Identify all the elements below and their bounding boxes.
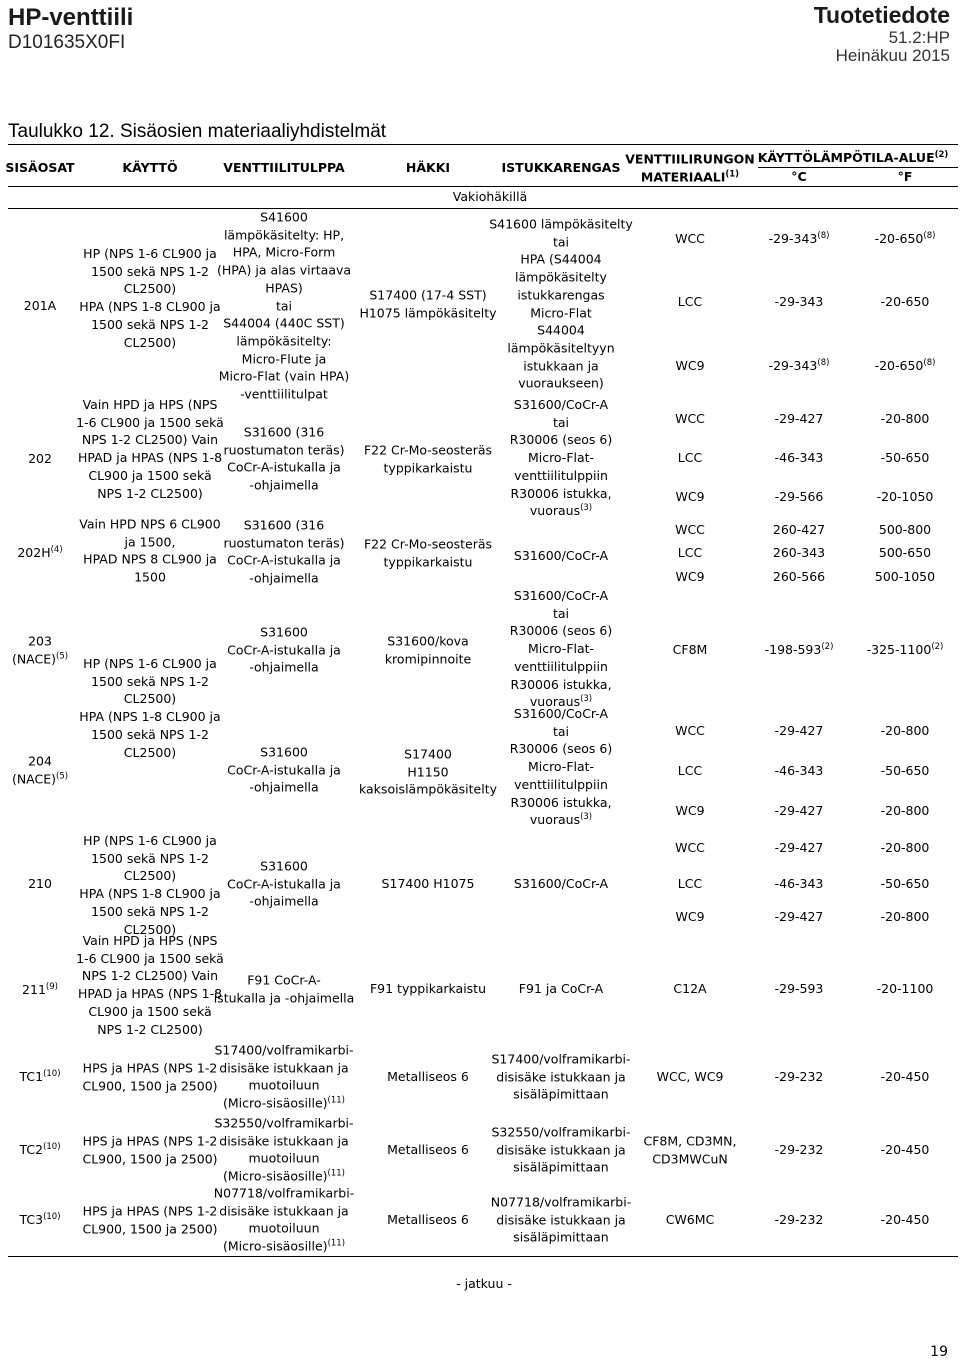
temp-celsius: -29-427 [774, 723, 824, 739]
body-material: LCC [677, 294, 703, 310]
plug-cell: S31600 (316 ruostumaton teräs) CoCr-A-istukalla ja -ohjaimella [223, 424, 345, 493]
cage-cell: S17400 H1075 [381, 876, 475, 892]
cage-cell: S31600/kova kromipinnoite [384, 633, 472, 666]
usage-cell: HP (NPS 1-6 CL900 ja 1500 sekä NPS 1-2 CL2500) HPA (NPS 1-8 CL900 ja 1500 sekä NPS 1-2 CL2500) [79, 832, 221, 937]
temp-celsius: 260-427 [772, 522, 826, 538]
body-material: WCC, WC9 [656, 1069, 724, 1085]
seat-ring-cell: S32550/volframikarbi- disisäke istukkaan ja sisäläpimittaan [491, 1124, 631, 1175]
temp-fahrenheit: 500-650 [878, 545, 932, 561]
temp-fahrenheit: -20-800 [880, 803, 930, 819]
trim-label: 210 [28, 876, 52, 892]
cage-cell: F91 typpikarkaistu [369, 981, 487, 997]
temp-celsius: -198-593$^{(2)}$ [764, 642, 834, 658]
table-title: Taulukko 12. Sisäosien materiaaliyhdistelmät [8, 121, 387, 142]
body-material: WCC [675, 723, 705, 739]
section-number: 51.2:HP [888, 28, 950, 47]
plug-cell: S31600 CoCr-A-istukalla ja -ohjaimella [227, 624, 341, 675]
temp-celsius: -29-232 [774, 1142, 824, 1158]
trim-label: TC3$^{(10)}$ [19, 1212, 61, 1228]
header-vakio: Vakiohäkillä [452, 189, 528, 205]
body-material: WCC [675, 840, 705, 856]
header-sub-rule [8, 186, 958, 187]
temp-fahrenheit: -20-800 [880, 411, 930, 427]
usage-cell: HPS ja HPAS (NPS 1-2 CL900, 1500 ja 2500) [82, 1203, 218, 1236]
usage-cell: Vain HPD NPS 6 CL900 ja 1500, HPAD NPS 8 CL900 ja 1500 [79, 516, 221, 585]
header-bottom-rule [8, 208, 958, 209]
temp-fahrenheit: -20-800 [880, 840, 930, 856]
temp-celsius: 260-566 [772, 569, 826, 585]
temp-fahrenheit: -50-650 [880, 763, 930, 779]
header-runko: VENTTIILIRUNGON MATERIAALI$^{(1)}$ [625, 151, 755, 184]
temp-celsius: -29-343$^{(8)}$ [768, 358, 830, 374]
header-tulppa: VENTTIILITULPPA [223, 160, 345, 176]
body-material: WC9 [675, 803, 705, 819]
body-material: CW6MC [665, 1212, 715, 1228]
temp-celsius: -29-343$^{(8)}$ [768, 231, 830, 247]
usage-cell: Vain HPD ja HPS (NPS 1-6 CL900 ja 1500 sekä NPS 1-2 CL2500) Vain HPAD ja HPAS (NPS 1-8 CL900 ja 1500 sekä NPS 1-2 CL2500) [76, 932, 224, 1037]
trim-label: 211$^{(9)}$ [22, 982, 58, 998]
body-material: WC9 [675, 909, 705, 925]
body-material: WCC [675, 231, 705, 247]
temp-celsius: -46-343 [774, 450, 824, 466]
temp-celsius: 260-343 [772, 545, 826, 561]
cage-cell: S17400 (17-4 SST) H1075 lämpökäsitelty [359, 287, 497, 320]
temp-fahrenheit: -20-650 [880, 294, 930, 310]
temp-fahrenheit: 500-800 [878, 522, 932, 538]
temp-fahrenheit: -325-1100$^{(2)}$ [866, 642, 944, 658]
header-temp-rule [758, 167, 958, 168]
seat-ring-cell: S31600/CoCr-A tai R30006 (seos 6) Micro-Flat- venttiilitulppiin R30006 istukka, vuoraus$^{(3)}$ [509, 588, 613, 710]
temp-celsius: -46-343 [774, 763, 824, 779]
cage-cell: Metalliseos 6 [387, 1142, 469, 1158]
temp-fahrenheit: 500-1050 [874, 569, 936, 585]
document-id: D101635X0FI [8, 32, 126, 53]
body-material: WCC [675, 411, 705, 427]
temp-celsius: -29-427 [774, 803, 824, 819]
seat-ring-cell: S31600/CoCr-A tai R30006 (seos 6) Micro-Flat- venttiilitulppiin R30006 istukka, vuoraus$^{(3)}$ [509, 397, 613, 519]
header-kaytto: KÄYTTÖ [122, 160, 178, 176]
seat-ring-cell: N07718/volframikarbi- disisäke istukkaan ja sisäläpimittaan [490, 1194, 632, 1245]
temp-fahrenheit: -20-450 [880, 1212, 930, 1228]
temp-celsius: -46-343 [774, 876, 824, 892]
header-hakki: HÄKKI [405, 160, 451, 176]
body-material: LCC [677, 763, 703, 779]
temp-celsius: -29-566 [774, 489, 824, 505]
temp-celsius: -29-427 [774, 411, 824, 427]
trim-label: TC2$^{(10)}$ [19, 1142, 61, 1158]
seat-ring-cell: S31600/CoCr-A [513, 548, 609, 564]
cage-cell: S17400 H1150 kaksoislämpökäsitelty [359, 746, 497, 797]
header-celsius: °C [791, 169, 807, 185]
header-lampo: KÄYTTÖLÄMPÖTILA-ALUE$^{(2)}$ [757, 150, 949, 166]
body-material: WC9 [675, 358, 705, 374]
temp-celsius: -29-427 [774, 909, 824, 925]
table-top-rule [8, 144, 958, 145]
usage-cell: HP (NPS 1-6 CL900 ja 1500 sekä NPS 1-2 CL2500) HPA (NPS 1-8 CL900 ja 1500 sekä NPS 1-2 CL2500) [79, 655, 221, 760]
seat-ring-cell: S41600 lämpökäsitelty tai HPA (S44004 lämpökäsitelty istukkarengas Micro-Flat S44004 lämpökäsiteltyyn istukkaan ja vuoraukseen) [489, 216, 633, 391]
plug-cell: S31600 (316 ruostumaton teräs) CoCr-A-istukalla ja -ohjaimella [223, 517, 345, 586]
header-sisaosat: SISÄOSAT [5, 160, 75, 176]
plug-cell: F91 CoCr-A- istukalla ja -ohjaimella [213, 972, 355, 1005]
seat-ring-cell: S31600/CoCr-A tai R30006 (seos 6) Micro-Flat- venttiilitulppiin R30006 istukka, vuoraus$^{(3)}$ [509, 706, 613, 828]
body-material: C12A [673, 981, 707, 997]
table-bottom-rule [8, 1256, 958, 1257]
header-istukka: ISTUKKARENGAS [501, 160, 621, 176]
body-material: WCC [675, 522, 705, 538]
temp-fahrenheit: -50-650 [880, 450, 930, 466]
body-material: CF8M [672, 642, 708, 658]
cage-cell: Metalliseos 6 [387, 1069, 469, 1085]
trim-label: 203 (NACE)$^{(5)}$ [11, 633, 69, 666]
seat-ring-cell: F91 ja CoCr-A [518, 981, 604, 997]
trim-label: 202 [28, 451, 52, 467]
temp-celsius: -29-593 [774, 981, 824, 997]
product-name: HP-venttiili [8, 4, 134, 31]
temp-celsius: -29-232 [774, 1069, 824, 1085]
seat-ring-cell: S17400/volframikarbi- disisäke istukkaan ja sisäläpimittaan [491, 1051, 631, 1102]
page-header [0, 0, 960, 68]
publication-date: Heinäkuu 2015 [835, 46, 950, 65]
temp-celsius: -29-343 [774, 294, 824, 310]
trim-label: TC1$^{(10)}$ [19, 1069, 61, 1085]
temp-celsius: -29-232 [774, 1212, 824, 1228]
trim-label: 201A [23, 298, 57, 314]
body-material: WC9 [675, 569, 705, 585]
temp-celsius: -29-427 [774, 840, 824, 856]
body-material: WC9 [675, 489, 705, 505]
temp-fahrenheit: -20-450 [880, 1142, 930, 1158]
page-number: 19 [930, 1344, 948, 1360]
temp-fahrenheit: -20-1100 [876, 981, 934, 997]
header-fahrenheit: °F [897, 169, 913, 185]
temp-fahrenheit: -20-650$^{(8)}$ [874, 358, 936, 374]
plug-cell: N07718/volframikarbi- disisäke istukkaan ja muotoiluun (Micro-sisäosille)$^{(11)}$ [213, 1185, 355, 1254]
temp-fahrenheit: -20-650$^{(8)}$ [874, 231, 936, 247]
plug-cell: S32550/volframikarbi- disisäke istukkaan ja muotoiluun (Micro-sisäosille)$^{(11)}$ [214, 1115, 354, 1184]
plug-cell: S31600 CoCr-A-istukalla ja -ohjaimella [227, 744, 341, 795]
body-material: LCC [677, 450, 703, 466]
cage-cell: F22 Cr-Mo-seosteräs typpikarkaistu [363, 442, 493, 475]
body-material: LCC [677, 545, 703, 561]
cage-cell: Metalliseos 6 [387, 1212, 469, 1228]
seat-ring-cell: S31600/CoCr-A [513, 876, 609, 892]
usage-cell: HPS ja HPAS (NPS 1-2 CL900, 1500 ja 2500) [82, 1060, 218, 1093]
temp-fahrenheit: -20-800 [880, 909, 930, 925]
usage-cell: HPS ja HPAS (NPS 1-2 CL900, 1500 ja 2500) [82, 1133, 218, 1166]
plug-cell: S17400/volframikarbi- disisäke istukkaan ja muotoiluun (Micro-sisäosille)$^{(11)}$ [214, 1042, 354, 1111]
plug-cell: S41600 lämpökäsitelty: HP, HPA, Micro-Form (HPA) ja alas virtaava HPAS) tai S44004 (440C SST) lämpökäsitelty: Micro-Flute ja Micro-Flat (vain HPA) -venttiilitulpat [216, 209, 352, 402]
body-material: CF8M, CD3MN, CD3MWCuN [643, 1133, 737, 1166]
body-material: LCC [677, 876, 703, 892]
temp-fahrenheit: -20-450 [880, 1069, 930, 1085]
usage-cell: Vain HPD ja HPS (NPS 1-6 CL900 ja 1500 sekä NPS 1-2 CL2500) Vain HPAD ja HPAS (NPS 1-8 CL900 ja 1500 sekä NPS 1-2 CL2500) [76, 396, 224, 501]
document-type: Tuotetiedote [813, 2, 950, 28]
cage-cell: F22 Cr-Mo-seosteräs typpikarkaistu [363, 536, 493, 569]
trim-label: $202H^{(4)}$ [17, 545, 63, 561]
temp-fahrenheit: -20-1050 [876, 489, 934, 505]
continued-note: - jatkuu - [456, 1276, 512, 1291]
temp-fahrenheit: -50-650 [880, 876, 930, 892]
temp-fahrenheit: -20-800 [880, 723, 930, 739]
plug-cell: S31600 CoCr-A-istukalla ja -ohjaimella [227, 858, 341, 909]
usage-cell: HP (NPS 1-6 CL900 ja 1500 sekä NPS 1-2 CL2500) HPA (NPS 1-8 CL900 ja 1500 sekä NPS 1-2 CL2500) [79, 245, 221, 350]
trim-label: 204 (NACE)$^{(5)}$ [11, 753, 69, 786]
